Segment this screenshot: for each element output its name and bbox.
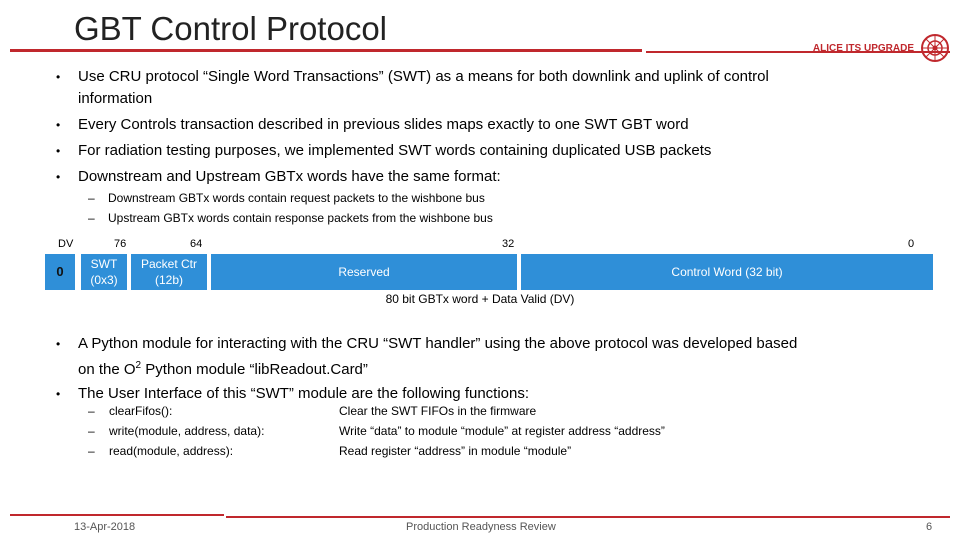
title-underline: [10, 49, 642, 52]
brand-label: ALICE ITS UPGRADE: [812, 43, 914, 54]
bit-label-64: 64: [190, 238, 203, 250]
bullet-item: • Downstream and Upstream GBTx words have the same format:: [56, 166, 816, 188]
footer-rule-left: [10, 514, 224, 516]
bullet-item: • The User Interface of this “SWT” module are the following functions:: [56, 383, 816, 405]
control-word-cell: Control Word (32 bit): [521, 254, 933, 290]
bit-label-32: 32: [502, 238, 515, 250]
bullet-dot: •: [56, 387, 61, 401]
bullet-dot: •: [56, 337, 61, 351]
swt-cell: SWT (0x3): [81, 254, 127, 290]
bullet-item: • For radiation testing purposes, we implemented SWT words containing duplicated USB packets: [56, 140, 816, 162]
bullet-item: • Every Controls transaction described in previous slides maps exactly to one SWT GBT word: [56, 114, 816, 136]
footer-title: Production Readyness Review: [406, 521, 556, 533]
alice-logo-icon: [920, 33, 950, 63]
packet-ctr-cell: Packet Ctr (12b): [131, 254, 207, 290]
footer-date: 13-Apr-2018: [74, 521, 136, 533]
sub-bullet-item: – Downstream GBTx words contain request packets to the wishbone bus: [88, 191, 485, 205]
reserved-cell: Reserved: [211, 254, 517, 290]
bit-label-76: 76: [114, 238, 127, 250]
bullet-dot: •: [56, 144, 61, 158]
word-caption: 80 bit GBTx word + Data Valid (DV): [385, 292, 575, 306]
bullet-item: • Use CRU protocol “Single Word Transactions” (SWT) as a means for both downlink and uplink of control information: [56, 68, 769, 107]
main-bullet-list: [56, 66, 816, 192]
bullet-item: • A Python module for interacting with the CRU “SWT handler” using the above protocol was developed based on the $O^2$ Python module “libReadout.Card”: [56, 335, 798, 378]
page-number: 6: [926, 521, 933, 533]
dv-cell: 0: [45, 254, 75, 290]
slide-title: GBT Control Protocol: [74, 10, 388, 47]
bullet-dot: •: [56, 170, 61, 184]
bit-label-0: 0: [908, 238, 915, 250]
bullet-dot: •: [56, 118, 61, 132]
bullet-dot: •: [56, 70, 61, 84]
footer-rule-right: [226, 516, 950, 518]
sub-bullet-item: – Upstream GBTx words contain response packets from the wishbone bus: [88, 211, 493, 225]
bit-label-dv: DV: [58, 238, 74, 250]
sub-bullet-list: [88, 188, 493, 228]
second-bullet-list: [56, 333, 816, 407]
